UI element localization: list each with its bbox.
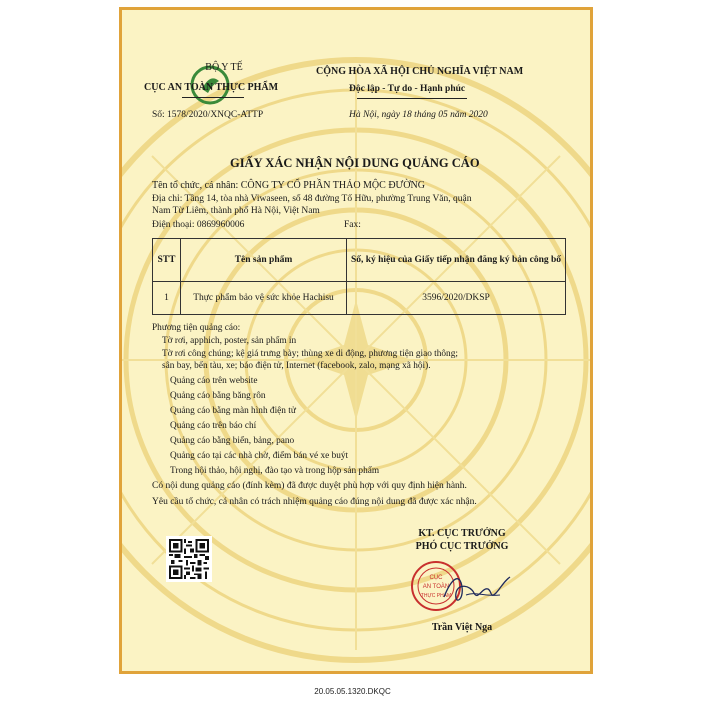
seal-line-2: AN TOÀN [422,584,450,590]
list-item: Quảng cáo tại các nhà chờ, điểm bán vé xe buýt [170,451,349,461]
org-name-row [152,180,425,191]
header-product: Tên sản phẩm [181,239,347,282]
list-item: Quảng cáo trên website [170,376,258,386]
qr-code [166,536,212,582]
list-item: Quảng cáo trên báo chí [170,421,257,431]
header-right-rule [357,98,467,99]
list-item: Quảng cáo bằng biển, bảng, pano [170,436,295,446]
cell-stt: 1 [153,282,181,315]
org-phone: Điện thoại: 0869960006 [152,220,245,230]
header-code: Số, ký hiệu của Giấy tiếp nhận đăng ký bản công bố [347,239,566,282]
org-address-line1: Địa chỉ: Tầng 14, tòa nhà Viwaseen, số 48 đường Tố Hữu, phường Trung Văn, quận [152,194,472,204]
header-left-rule [182,97,244,98]
seal-line-3: THỰC PHẨM [420,593,452,599]
cell-product: Thực phẩm bảo vệ sức khỏe Hachisu [181,282,347,315]
signer-role-2: PHÓ CỤC TRƯỞNG [415,541,509,552]
nation-name: CỘNG HÒA XÃ HỘI CHỦ NGHĨA VIỆT NAM [316,66,524,77]
handwritten-signature [440,567,512,611]
ministry-name: BỘ Y TẾ [205,62,243,73]
certificate-page [119,7,593,674]
seal-line-1: CỤC [429,575,443,581]
department-name: CỤC AN TOÀN THỰC PHẨM [144,82,279,93]
header-stt: STT [153,239,181,282]
cell-code: 3596/2020/DKSP [347,282,566,315]
product-table [152,238,566,315]
national-motto: Độc lập - Tự do - Hạnh phúc [349,84,466,94]
list-item: Quảng cáo bằng băng rôn [170,391,266,401]
list-item: Trong hội thảo, hội nghị, đào tạo và trong hộp sản phẩm [170,466,380,476]
org-name: CÔNG TY CỔ PHẦN THẢO MỘC ĐƯỜNG [240,180,425,191]
table-row [153,282,566,315]
org-address-line2: Nam Từ Liêm, thành phố Hà Nội, Việt Nam [152,206,320,216]
issue-date: Hà Nội, ngày 18 tháng 05 năm 2020 [349,110,488,120]
org-fax: Fax: [344,220,361,230]
footer-code: 20.05.05.1320.DKQC [314,687,391,696]
media-heading: Phương tiện quảng cáo: [152,323,241,333]
document-number: Số: 1578/2020/XNQC-ATTP [152,110,264,120]
qr-code-icon [169,539,209,579]
signer-role-1: KT. CỤC TRƯỞNG [418,528,506,539]
list-item: Tờ rơi, apphich, poster, sản phẩm in [162,336,297,346]
responsibility-statement: Yêu cầu tổ chức, cá nhân có trách nhiệm quảng cáo đúng nội dung đã được xác nhận. [152,497,477,507]
document-title: GIẤY XÁC NHẬN NỘI DUNG QUẢNG CÁO [230,156,480,170]
signer-name: Trần Việt Nga [431,622,493,633]
list-item: Quảng cáo bằng màn hình điện tử [170,406,296,416]
approval-statement: Có nội dung quảng cáo (đính kèm) đã được duyệt phù hợp với quy định hiện hành. [152,481,467,491]
list-item: sân bay, bến tàu, xe; báo điện tử, Internet (facebook, zalo, mạng xã hội). [162,361,431,371]
list-item: Tờ rơi công chúng; kệ giá trưng bày; thùng xe di động, phương tiện giao thông; [162,349,458,359]
table-header-row [153,239,566,282]
org-label: Tên tổ chức, cá nhân: [152,180,239,191]
